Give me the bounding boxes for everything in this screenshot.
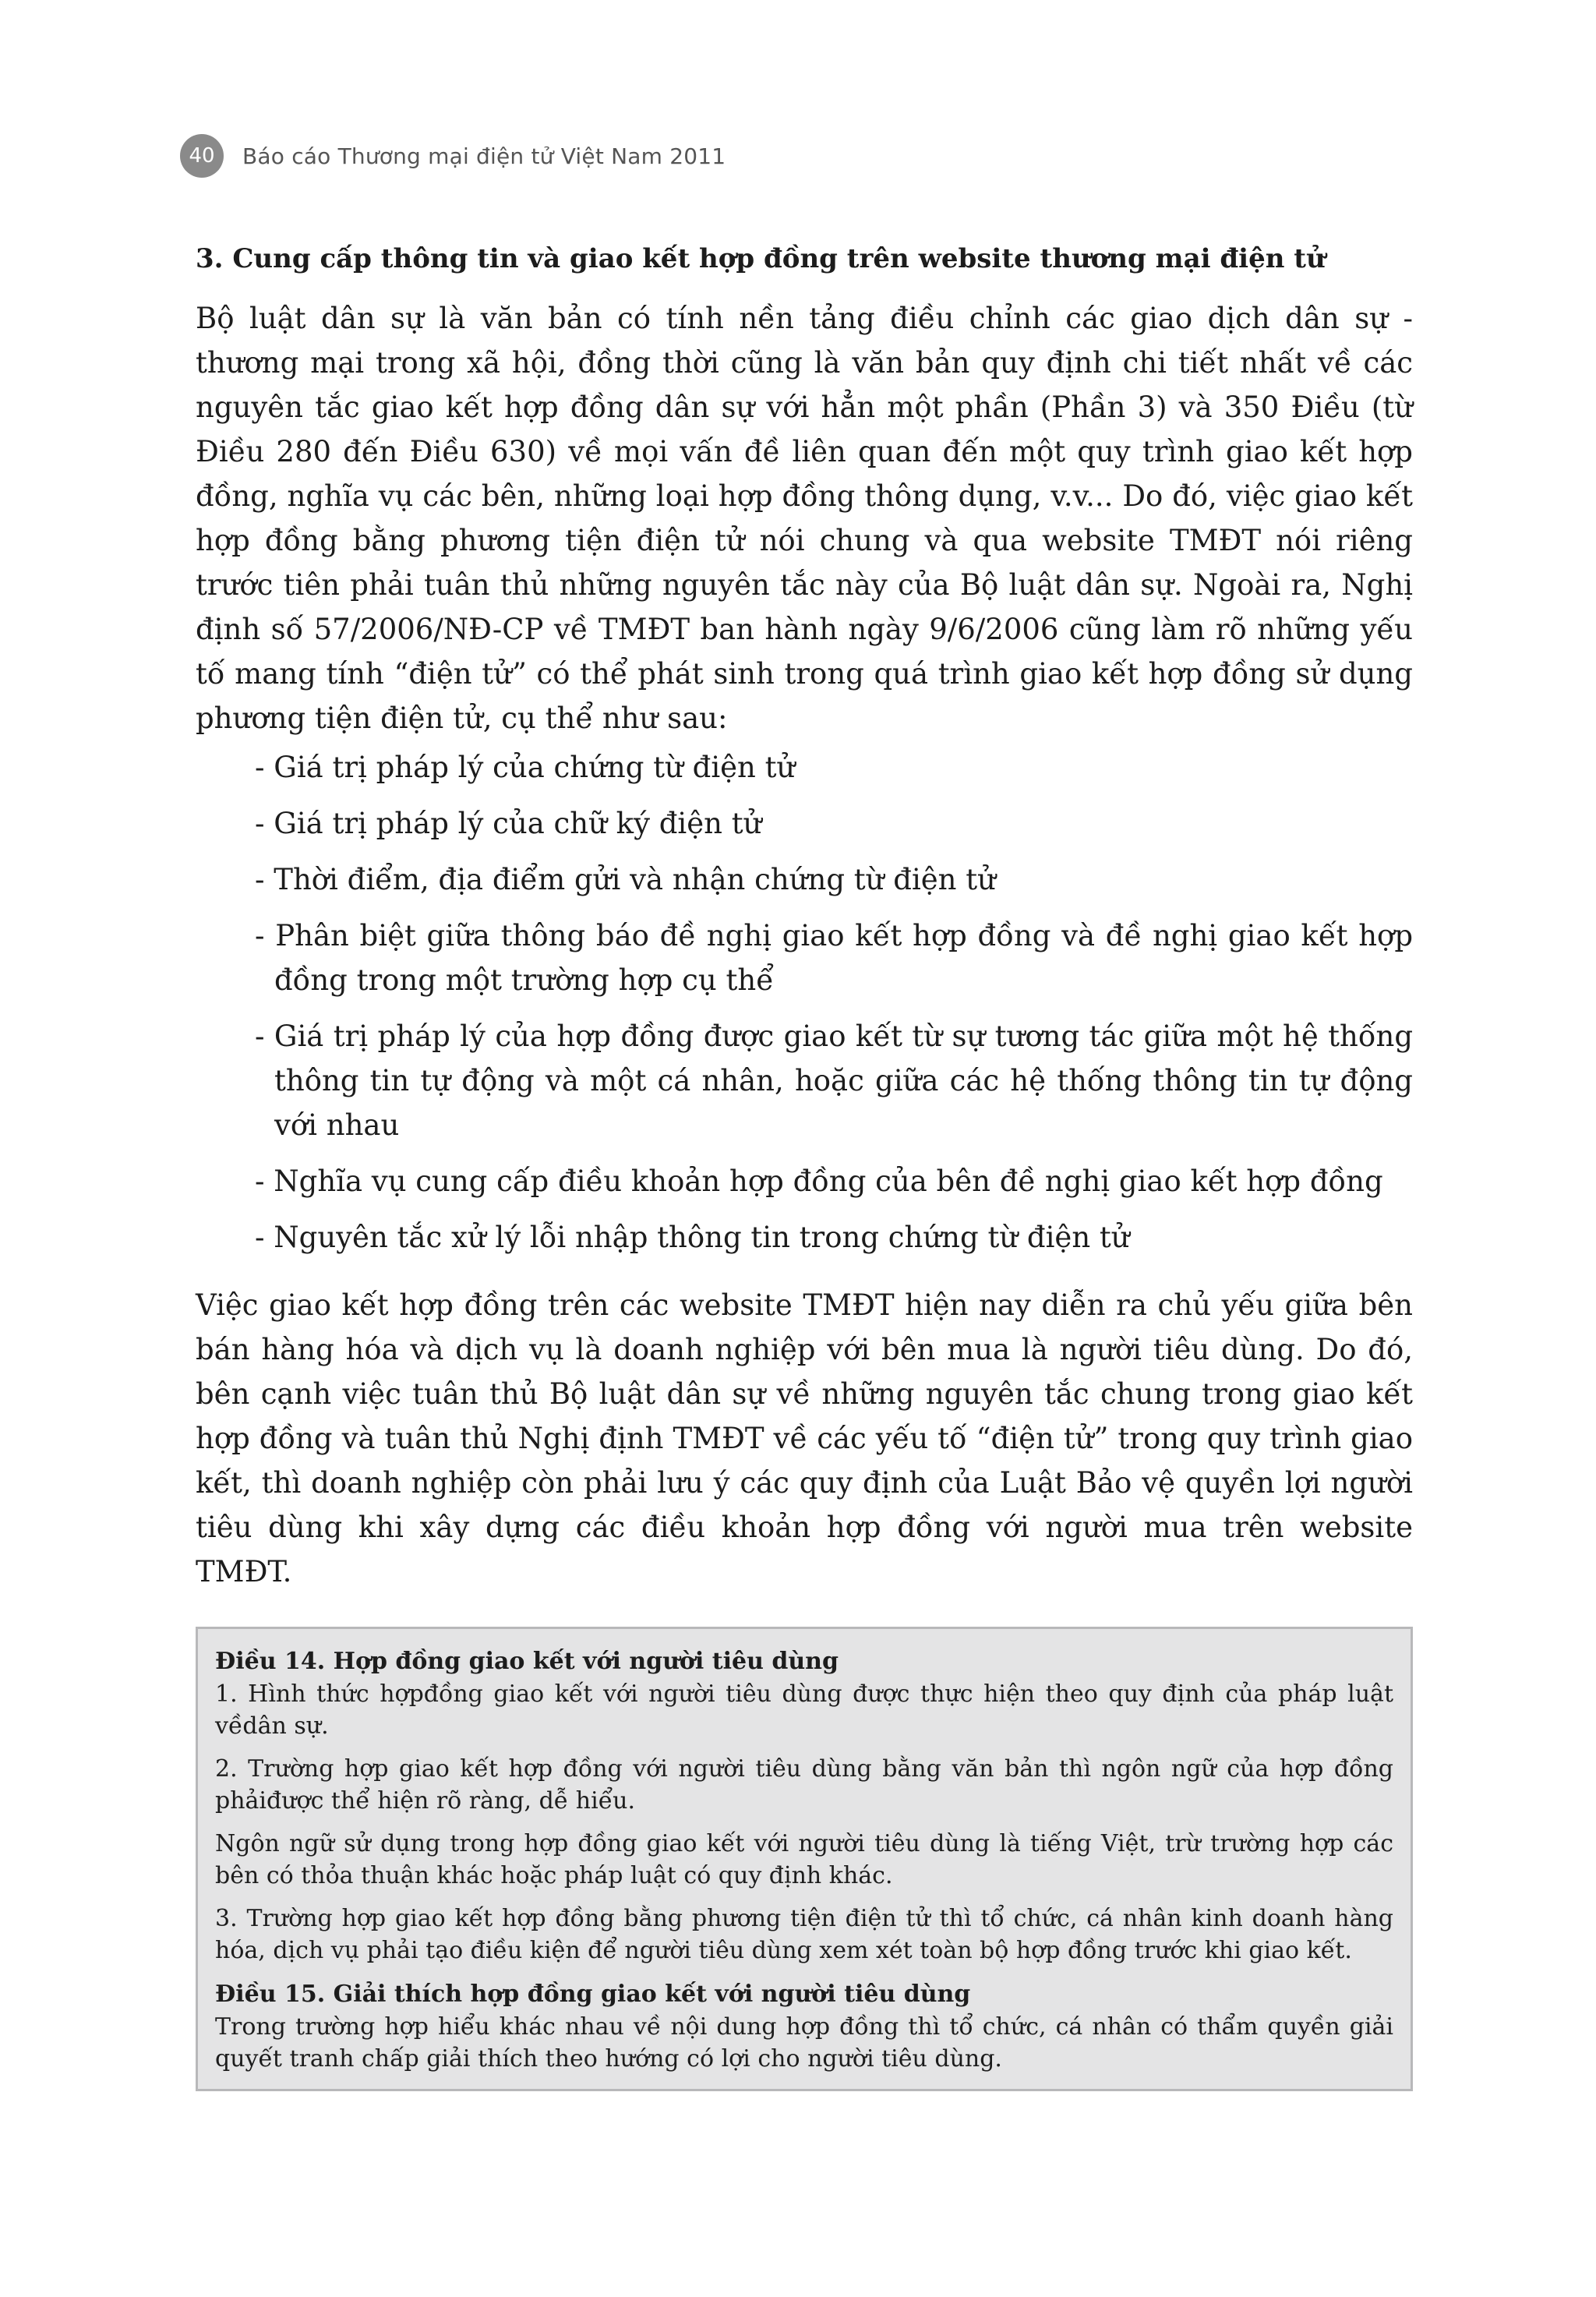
running-title: Báo cáo Thương mại điện tử Việt Nam 2011 <box>242 143 726 169</box>
list-item: - Giá trị pháp lý của chữ ký điện tử <box>255 807 762 840</box>
list-item: - Nguyên tắc xử lý lỗi nhập thông tin trong chứng từ điện tử <box>255 1221 1130 1254</box>
conclusion-paragraph: Việc giao kết hợp đồng trên các website TMĐT hiện nay diễn ra chủ yếu giữa bên bán hàng hóa và dịch vụ là doanh nghiệp với bên mua là người tiêu dùng. Do đó, bên cạnh việc tuân thủ Bộ luật dân sự về những nguyên tắc chung trong giao kết hợp đồng và tuân thủ Nghị định TMĐT về các yếu tố “điện tử” trong quy trình giao kết, thì doanh nghiệp còn phải lưu ý các quy định của Luật Bảo vệ quyền lợi người tiêu dùng khi xây dựng các điều khoản hợp đồng với người mua trên website TMĐT. <box>196 1288 1413 1588</box>
article-14-heading: Điều 14. Hợp đồng giao kết với người tiêu dùng <box>215 1648 839 1675</box>
list-item: - Nghĩa vụ cung cấp điều khoản hợp đồng của bên đề nghị giao kết hợp đồng <box>255 1164 1383 1198</box>
list-item: - Giá trị pháp lý của chứng từ điện tử <box>255 751 796 784</box>
article-14-clause-2: 2. Trường hợp giao kết hợp đồng với người tiêu dùng bằng văn bản thì ngôn ngữ của hợp đồng phảiđược thể hiện rõ ràng, dễ hiểu. <box>215 1755 1393 1815</box>
list-item: - Giá trị pháp lý của hợp đồng được giao kết từ sự tương tác giữa một hệ thống thông tin tự động và một cá nhân, hoặc giữa các hệ thống thông tin tự động với nhau <box>255 1020 1413 1142</box>
article-15-heading: Điều 15. Giải thích hợp đồng giao kết với người tiêu dùng <box>215 1981 971 2008</box>
article-14-clause-2-language: Ngôn ngữ sử dụng trong hợp đồng giao kết với người tiêu dùng là tiếng Việt, trừ trường hợp các bên có thỏa thuận khác hoặc pháp luật có quy định khác. <box>215 1830 1393 1889</box>
law-excerpt-box <box>196 1627 1413 2091</box>
article-15-text: Trong trường hợp hiểu khác nhau về nội dung hợp đồng thì tổ chức, cá nhân có thẩm quyền giải quyết tranh chấp giải thích theo hướng có lợi cho người tiêu dùng. <box>215 2013 1393 2073</box>
article-14-clause-3: 3. Trường hợp giao kết hợp đồng bằng phương tiện điện tử thì tổ chức, cá nhân kinh doanh hàng hóa, dịch vụ phải tạo điều kiện để người tiêu dùng xem xét toàn bộ hợp đồng trước khi giao kết. <box>215 1905 1393 1964</box>
bullet-list <box>196 745 1413 1260</box>
page-header <box>180 134 726 178</box>
section-title: 3. Cung cấp thông tin và giao kết hợp đồng trên website thương mại điện tử <box>196 243 1326 274</box>
article-14-clause-1: 1. Hình thức hợpđồng giao kết với người tiêu dùng được thực hiện theo quy định của pháp luật vềdân sự. <box>215 1680 1393 1740</box>
list-item: - Thời điểm, địa điểm gửi và nhận chứng từ điện tử <box>255 863 996 896</box>
intro-paragraph: Bộ luật dân sự là văn bản có tính nền tảng điều chỉnh các giao dịch dân sự - thương mại trong xã hội, đồng thời cũng là văn bản quy định chi tiết nhất về các nguyên tắc giao kết hợp đồng dân sự với hẳn một phần (Phần 3) và 350 Điều (từ Điều 280 đến Điều 630) về mọi vấn đề liên quan đến một quy trình giao kết hợp đồng, nghĩa vụ các bên, những loại hợp đồng thông dụng, v.v... Do đó, việc giao kết hợp đồng bằng phương tiện điện tử nói chung và qua website TMĐT nói riêng trước tiên phải tuân thủ những nguyên tắc này của Bộ luật dân sự. Ngoài ra, Nghị định số 57/2006/NĐ-CP về TMĐT ban hành ngày 9/6/2006 cũng làm rõ những yếu tố mang tính “điện tử” có thể phát sinh trong quá trình giao kết hợp đồng sử dụng phương tiện điện tử, cụ thể như sau: <box>196 302 1413 735</box>
list-item: - Phân biệt giữa thông báo đề nghị giao kết hợp đồng và đề nghị giao kết hợp đồng trong một trường hợp cụ thể <box>255 919 1413 997</box>
page-number-badge: 40 <box>180 134 224 178</box>
page-content <box>196 235 1413 2091</box>
